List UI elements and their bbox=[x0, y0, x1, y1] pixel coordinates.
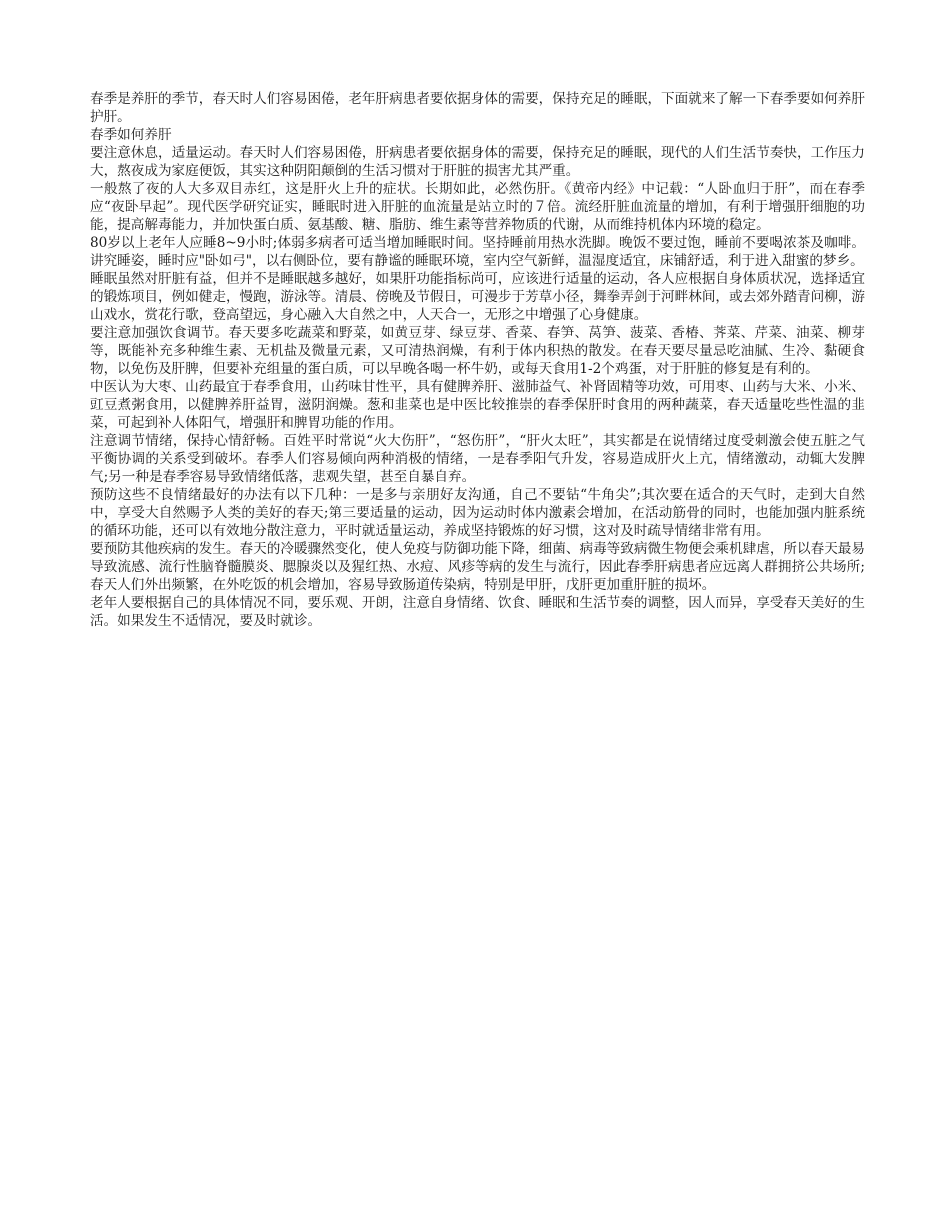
closing-paragraph: 老年人要根据自己的具体情况不同，要乐观、开朗，注意自身情绪、饮食、睡眠和生活节奏的调整，因人而异，享受春天美好的生活。如果发生不适情况，要及时就诊。 bbox=[90, 595, 865, 629]
body-paragraph: 注意调节情绪，保持心情舒畅。百姓平时常说“火大伤肝”，“怒伤肝”，“肝火太旺”，其实都是在说情绪过度受刺激会使五脏之气平衡协调的关系受到破坏。春季人们容易倾向两种消极的情绪，一是春季阳气升发，容易造成肝火上亢，情绪激动，动辄大发脾气;另一种是春季容易导致情绪低落，悲观失望，甚至自暴自弃。 bbox=[90, 433, 865, 485]
article-body bbox=[90, 90, 865, 630]
body-paragraph: 睡眠虽然对肝脏有益，但并不是睡眠越多越好，如果肝功能指标尚可，应该进行适量的运动，各人应根据自身体质状况，选择适宜的锻炼项目，例如健走，慢跑，游泳等。清晨、傍晚及节假日，可漫步于芳草小径，舞拳弄剑于河畔林间，或去郊外踏青问柳，游山戏水，赏花行歌，登高望远，身心融入大自然之中，人天合一，无形之中增强了心身健康。 bbox=[90, 271, 865, 323]
body-paragraph: 要注意加强饮食调节。春天要多吃蔬菜和野菜，如黄豆芽、绿豆芽、香菜、春笋、莴笋、菠菜、香椿、荠菜、芹菜、油菜、柳芽等，既能补充多种维生素、无机盐及微量元素，又可清热润燥，有利于体内积热的散发。在春天要尽量忌吃油腻、生冷、黏硬食物，以免伤及肝脾，但要补充组量的蛋白质，可以早晚各喝一杯牛奶，或每天食用1-2个鸡蛋，对于肝脏的修复是有利的。 bbox=[90, 325, 865, 377]
body-paragraph: 80岁以上老年人应睡8~9小时;体弱多病者可适当增加睡眠时间。坚持睡前用热水洗脚。晚饭不要过饱，睡前不要喝浓茶及咖啡。讲究睡姿，睡时应"卧如弓"，以右侧卧位，要有静谧的睡眠环境，室内空气新鲜，温湿度适宜，床铺舒适，利于进入甜蜜的梦乡。 bbox=[90, 235, 865, 269]
body-paragraph: 一般熬了夜的人大多双目赤红，这是肝火上升的症状。长期如此，必然伤肝。《黄帝内经》中记载：“人卧血归于肝”，而在春季应“夜卧早起”。现代医学研究证实，睡眠时进入肝脏的血流量是站立时的７倍。流经肝脏血流量的增加，有利于增强肝细胞的功能，提高解毒能力，并加快蛋白质、氨基酸、糖、脂肪、维生素等营养物质的代谢，从而维持机体内环境的稳定。 bbox=[90, 181, 865, 233]
body-paragraph: 要注意休息，适量运动。春天时人们容易困倦，肝病患者要依据身体的需要，保持充足的睡眠，现代的人们生活节奏快，工作压力大，熬夜成为家庭便饭，其实这种阴阳颠倒的生活习惯对于肝脏的损害尤其严重。 bbox=[90, 145, 865, 179]
body-paragraph: 中医认为大枣、山药最宜于春季食用，山药味甘性平，具有健脾养肝、滋肺益气、补肾固精等功效，可用枣、山药与大米、小米、豇豆煮粥食用，以健脾养肝益胃，滋阴润燥。葱和韭菜也是中医比较推崇的春季保肝时食用的两种蔬菜，春天适量吃些性温的韭菜，可起到补人体阳气，增强肝和脾胃功能的作用。 bbox=[90, 379, 865, 431]
section-heading: 春季如何养肝 bbox=[90, 127, 172, 143]
body-paragraph: 预防这些不良情绪最好的办法有以下几种：一是多与亲朋好友沟通，自己不要钻“牛角尖”;其次要在适合的天气时，走到大自然中，享受大自然赐予人类的美好的春天;第三要适量的运动，因为运动时体内激素会增加，在活动筋骨的同时，也能加强内脏系统的循环功能，还可以有效地分散注意力，平时就适量运动，养成坚持锻炼的好习惯，这对及时疏导情绪非常有用。 bbox=[90, 487, 865, 539]
body-paragraph: 要预防其他疾病的发生。春天的冷暖骤然变化，使人免疫与防御功能下降，细菌、病毒等致病微生物便会乘机肆虐，所以春天最易导致流感、流行性脑脊髓膜炎、腮腺炎以及猩红热、水痘、风疹等病的发生与流行，因此春季肝病患者应远离人群拥挤公共场所;春天人们外出频繁，在外吃饭的机会增加，容易导致肠道传染病，特别是甲肝，戊肝更加重肝脏的损坏。 bbox=[90, 541, 865, 593]
intro-paragraph: 春季是养肝的季节，春天时人们容易困倦，老年肝病患者要依据身体的需要，保持充足的睡眠，下面就来了解一下春季要如何养肝护肝。 bbox=[90, 91, 865, 125]
